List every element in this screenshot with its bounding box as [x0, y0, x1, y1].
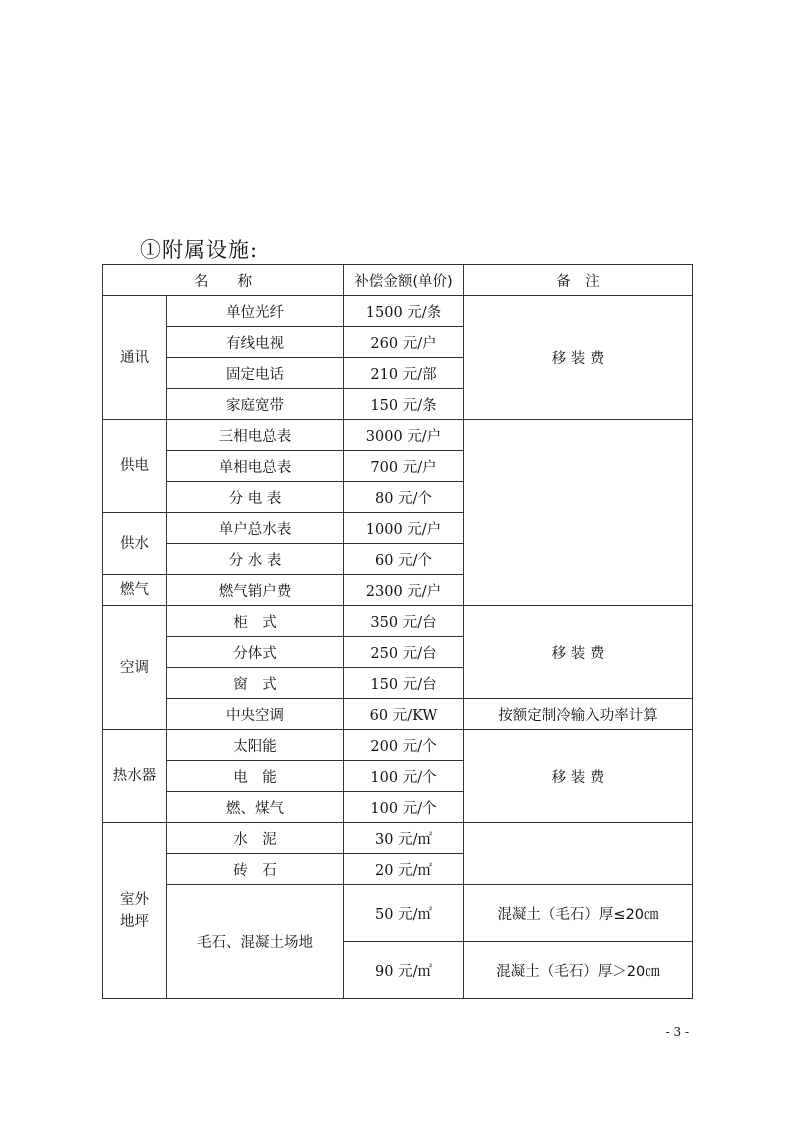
item-amount: 100 元/个 [344, 792, 464, 823]
item-name: 三相电总表 [167, 420, 344, 451]
item-amount: 90 元/㎡ [344, 942, 464, 999]
item-name: 单位光纤 [167, 296, 344, 327]
item-name: 燃、煤气 [167, 792, 344, 823]
item-amount: 3000 元/户 [344, 420, 464, 451]
item-remark: 移 装 费 [464, 606, 693, 699]
group-ac: 空调 [103, 606, 167, 730]
item-amount: 700 元/户 [344, 451, 464, 482]
group-ground-line1: 室外 [120, 891, 149, 908]
table-row [103, 606, 693, 637]
item-remark: 移 装 费 [464, 730, 693, 823]
facilities-table [102, 264, 693, 999]
item-amount: 20 元/㎡ [344, 854, 464, 885]
item-amount: 260 元/户 [344, 327, 464, 358]
item-remark: 移 装 费 [464, 296, 693, 420]
group-ground [103, 823, 167, 999]
header-remark: 备 注 [464, 265, 693, 296]
section-heading: ①附属设施: [140, 238, 259, 262]
item-name: 水 泥 [167, 823, 344, 854]
header-amount: 补偿金额(单价) [344, 265, 464, 296]
table-row [103, 823, 693, 854]
item-amount: 80 元/个 [344, 482, 464, 513]
item-name: 燃气销户费 [167, 575, 344, 606]
table-row [103, 296, 693, 327]
item-name: 分 水 表 [167, 544, 344, 575]
item-amount: 350 元/台 [344, 606, 464, 637]
item-name: 中央空调 [167, 699, 344, 730]
item-amount: 200 元/个 [344, 730, 464, 761]
group-telecom: 通讯 [103, 296, 167, 420]
item-amount: 1000 元/户 [344, 513, 464, 544]
item-remark: 按额定制冷输入功率计算 [464, 699, 693, 730]
item-amount: 2300 元/户 [344, 575, 464, 606]
header-name: 名 称 [103, 265, 344, 296]
table-row [103, 885, 693, 942]
item-amount: 60 元/KW [344, 699, 464, 730]
item-name: 太阳能 [167, 730, 344, 761]
item-amount: 150 元/条 [344, 389, 464, 420]
table-row [103, 730, 693, 761]
item-amount: 1500 元/条 [344, 296, 464, 327]
item-amount: 210 元/部 [344, 358, 464, 389]
group-power: 供电 [103, 420, 167, 513]
item-name: 柜 式 [167, 606, 344, 637]
item-remark [464, 823, 693, 885]
item-name: 有线电视 [167, 327, 344, 358]
table-header-row [103, 265, 693, 296]
item-name: 窗 式 [167, 668, 344, 699]
item-amount: 50 元/㎡ [344, 885, 464, 942]
item-amount: 100 元/个 [344, 761, 464, 792]
item-name: 分 电 表 [167, 482, 344, 513]
item-amount: 60 元/个 [344, 544, 464, 575]
item-name: 单户总水表 [167, 513, 344, 544]
item-name: 单相电总表 [167, 451, 344, 482]
item-amount: 150 元/台 [344, 668, 464, 699]
item-name: 固定电话 [167, 358, 344, 389]
item-name: 毛石、混凝土场地 [167, 885, 344, 999]
item-name: 砖 石 [167, 854, 344, 885]
item-name: 分体式 [167, 637, 344, 668]
item-remark: 混凝土（毛石）厚≤20㎝ [464, 885, 693, 942]
group-gas: 燃气 [103, 575, 167, 606]
page-number: - 3 - [665, 1025, 689, 1039]
item-remark [464, 420, 693, 606]
item-name: 家庭宽带 [167, 389, 344, 420]
group-ground-line2: 地坪 [120, 913, 149, 930]
item-remark: 混凝土（毛石）厚＞20㎝ [464, 942, 693, 999]
item-name: 电 能 [167, 761, 344, 792]
group-water: 供水 [103, 513, 167, 575]
item-amount: 250 元/台 [344, 637, 464, 668]
group-heater: 热水器 [103, 730, 167, 823]
item-amount: 30 元/㎡ [344, 823, 464, 854]
table-row [103, 420, 693, 451]
table-row [103, 699, 693, 730]
